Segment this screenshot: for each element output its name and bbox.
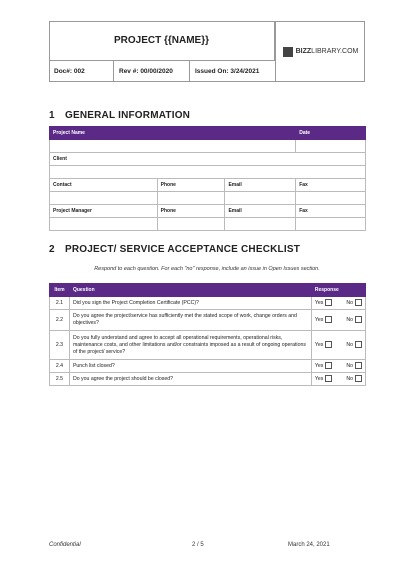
checklist-response	[311, 360, 365, 373]
checklist-item-number: 2.3	[50, 331, 70, 360]
checklist-item-number: 2.2	[50, 310, 70, 331]
yes-checkbox[interactable]	[325, 375, 332, 382]
phone-label: Phone	[157, 179, 225, 192]
checklist-row	[50, 360, 366, 373]
fax-label: Fax	[296, 179, 366, 192]
checklist-row	[50, 373, 366, 386]
yes-label: Yes	[314, 375, 324, 382]
yes-checkbox[interactable]	[325, 299, 332, 306]
no-label: No	[346, 362, 353, 369]
pm-phone-field[interactable]	[157, 218, 225, 231]
contact-email-field[interactable]	[225, 192, 296, 205]
checklist-response	[311, 310, 365, 331]
logo-bold-text: BIZZ	[295, 48, 312, 55]
no-label: No	[346, 375, 353, 382]
pm-phone-label: Phone	[157, 205, 225, 218]
no-checkbox[interactable]	[355, 375, 362, 382]
yes-checkbox[interactable]	[325, 362, 332, 369]
question-column-header: Question	[69, 284, 311, 297]
pm-fax-label: Fax	[296, 205, 366, 218]
yes-label: Yes	[314, 299, 324, 306]
no-checkbox[interactable]	[355, 341, 362, 348]
date-header: Date	[296, 127, 366, 140]
yes-checkbox[interactable]	[325, 341, 332, 348]
checklist-question: Do you fully understand and agree to accept all operational requirements, operational risks, maintenance costs, and other limitations and/or constraints imposed as a result of ongoing operations of the project/ service?	[69, 331, 311, 360]
project-manager-label: Project Manager	[50, 205, 158, 218]
pm-fax-field[interactable]	[296, 218, 366, 231]
no-checkbox[interactable]	[355, 316, 362, 323]
footer-confidential: Confidential	[49, 542, 81, 548]
acceptance-checklist-table	[49, 283, 366, 386]
pm-email-label: Email	[225, 205, 296, 218]
checklist-instructions: Respond to each question. For each "no" response, include an issue in Open Issues section.	[94, 266, 320, 272]
footer-page-number: 2 / 5	[192, 542, 204, 548]
logo-divider	[275, 21, 276, 82]
brand-logo	[275, 21, 366, 82]
contact-phone-field[interactable]	[157, 192, 225, 205]
yes-label: Yes	[314, 362, 324, 369]
checklist-question: Did you sign the Project Completion Certificate (PCC)?	[69, 297, 311, 310]
checklist-row	[50, 297, 366, 310]
response-column-header: Response	[311, 284, 365, 297]
project-name-header: Project Name	[50, 127, 296, 140]
checklist-item-number: 2.1	[50, 297, 70, 310]
checklist-question: Do you agree the project/service has sufficiently met the stated scope of work, change orders and objectives?	[69, 310, 311, 331]
contact-fax-field[interactable]	[296, 192, 366, 205]
checklist-item-number: 2.4	[50, 360, 70, 373]
logo-icon	[283, 47, 293, 57]
item-column-header: Item	[50, 284, 70, 297]
yes-label: Yes	[314, 341, 324, 348]
pm-email-field[interactable]	[225, 218, 296, 231]
logo-rest-text: LIBRARY.COM	[311, 48, 359, 55]
checklist-question: Do you agree the project should be closed?	[69, 373, 311, 386]
revision-number: Rev #: 00/00/2020	[114, 61, 190, 82]
general-info-table	[49, 126, 366, 231]
issued-date: Issued On: 3/24/2021	[195, 68, 260, 75]
contact-label: Contact	[50, 179, 158, 192]
project-manager-field[interactable]	[50, 218, 158, 231]
no-label: No	[346, 341, 353, 348]
client-field[interactable]	[50, 166, 366, 179]
contact-field[interactable]	[50, 192, 158, 205]
yes-label: Yes	[314, 316, 324, 323]
checklist-row	[50, 310, 366, 331]
project-name-field[interactable]	[50, 140, 296, 153]
date-field[interactable]	[296, 140, 366, 153]
checklist-item-number: 2.5	[50, 373, 70, 386]
footer-date: March 24, 2021	[288, 542, 330, 548]
yes-checkbox[interactable]	[325, 316, 332, 323]
checklist-question: Punch list closed?	[69, 360, 311, 373]
no-label: No	[346, 316, 353, 323]
checklist-response	[311, 297, 365, 310]
page-title: PROJECT {{NAME}}	[49, 21, 275, 61]
email-label: Email	[225, 179, 296, 192]
section-2-heading: 2 PROJECT/ SERVICE ACCEPTANCE CHECKLIST	[49, 244, 301, 255]
checklist-response	[311, 331, 365, 360]
no-label: No	[346, 299, 353, 306]
client-label: Client	[50, 153, 366, 166]
no-checkbox[interactable]	[355, 362, 362, 369]
section-1-heading: 1 GENERAL INFORMATION	[49, 110, 191, 121]
checklist-response	[311, 373, 365, 386]
no-checkbox[interactable]	[355, 299, 362, 306]
checklist-row	[50, 331, 366, 360]
doc-number: Doc#: 002	[49, 61, 114, 82]
